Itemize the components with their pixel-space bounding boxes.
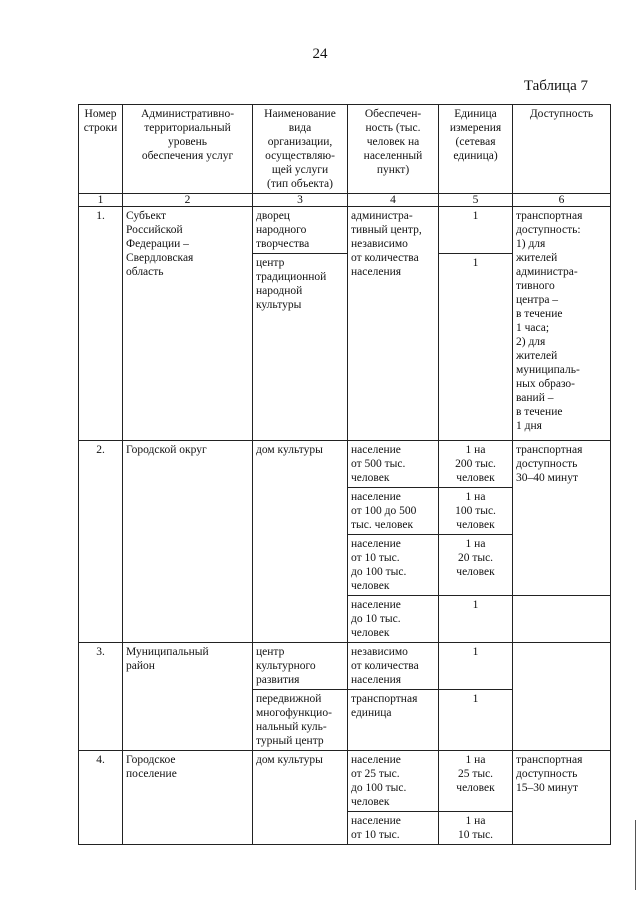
accessibility-empty-cell [513,596,611,643]
row-number-cell: 4. [79,751,123,845]
header-cell-organization-type: Наименование вида организации, осуществляю- щей услуги (тип объекта) [253,105,348,194]
table-row [79,643,611,690]
provision-cell: население от 10 тыс. до 100 тыс. человек [348,535,439,596]
provision-cell: население от 25 тыс. до 100 тыс. человек [348,751,439,812]
provision-cell: население от 500 тыс. человек [348,441,439,488]
accessibility-cell: транспортная доступность 30–40 минут [513,441,611,596]
organization-cell: центр культурного развития [253,643,348,690]
provision-cell: население от 100 до 500 тыс. человек [348,488,439,535]
unit-cell: 1 на 25 тыс. человек [439,751,513,812]
column-number: 5 [439,194,513,207]
provision-cell: транспортная единица [348,690,439,751]
provision-cell: население до 10 тыс. человек [348,596,439,643]
admin-level-cell: Муниципальный район [123,643,253,751]
header-cell-unit: Единица измерения (сетевая единица) [439,105,513,194]
table-header-row [79,105,611,194]
unit-cell: 1 на 10 тыс. [439,812,513,845]
unit-cell: 1 [439,690,513,751]
accessibility-empty-cell [513,643,611,751]
header-cell-provision: Обеспечен- ность (тыс. человек на населенный пункт) [348,105,439,194]
provision-cell: независимо от количества населения [348,643,439,690]
scan-edge-line [635,820,636,890]
organization-cell: дом культуры [253,441,348,643]
accessibility-cell: транспортная доступность 15–30 минут [513,751,611,845]
unit-cell: 1 на 100 тыс. человек [439,488,513,535]
organization-cell: центр традиционной народной культуры [253,254,348,441]
unit-cell: 1 [439,596,513,643]
unit-cell: 1 на 200 тыс. человек [439,441,513,488]
organization-cell: дворец народного творчества [253,207,348,254]
row-number-cell: 1. [79,207,123,441]
standards-table [78,104,611,845]
column-number: 3 [253,194,348,207]
table-row [79,207,611,254]
column-numbers-row [79,194,611,207]
admin-level-cell: Городское поселение [123,751,253,845]
page-number: 24 [312,46,328,62]
row-number-cell: 2. [79,441,123,643]
column-number: 2 [123,194,253,207]
unit-cell: 1 [439,643,513,690]
header-cell-accessibility: Доступность [513,105,611,194]
table-caption: Таблица 7 [523,78,588,94]
column-number: 1 [79,194,123,207]
organization-cell: передвижной многофункцио- нальный куль- турный центр [253,690,348,751]
accessibility-cell: транспортная доступность: 1) для жителей администра- тивного центра – в течение 1 часа; 2) для жителей муниципаль- ных образо- ваний – в течение 1 дня [513,207,611,441]
provision-cell: население от 10 тыс. [348,812,439,845]
table-row [79,751,611,812]
unit-cell: 1 [439,254,513,441]
table-row [79,441,611,488]
organization-cell: дом культуры [253,751,348,845]
unit-cell: 1 на 20 тыс. человек [439,535,513,596]
admin-level-cell: Городской округ [123,441,253,643]
column-number: 4 [348,194,439,207]
admin-level-cell: Субъект Российской Федерации – Свердловская область [123,207,253,441]
row-number-cell: 3. [79,643,123,751]
header-cell-row-number: Номер строки [79,105,123,194]
provision-cell: администра- тивный центр, независимо от количества населения [348,207,439,441]
unit-cell: 1 [439,207,513,254]
column-number: 6 [513,194,611,207]
header-cell-admin-level: Административно- территориальный уровень обеспечения услуг [123,105,253,194]
